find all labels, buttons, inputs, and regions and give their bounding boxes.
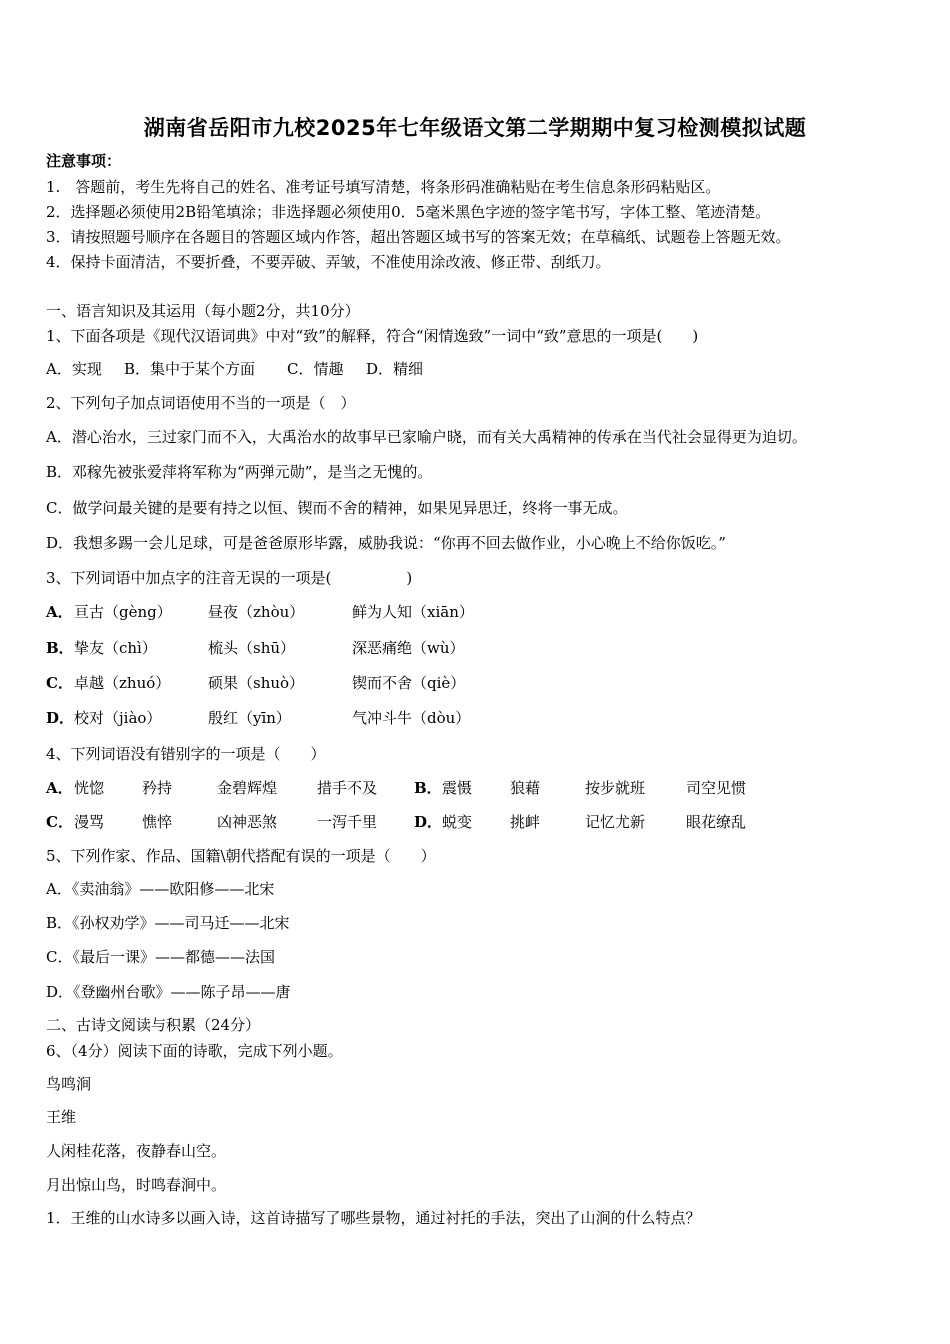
question-4-word: 措手不及 bbox=[317, 779, 378, 797]
question-6-stem: 6、（4分）阅读下面的诗歌，完成下列小题。 bbox=[46, 1042, 343, 1060]
question-4-word: 一泻千里 bbox=[317, 813, 378, 831]
question-3-word: 锲而不舍（qiè） bbox=[352, 674, 466, 692]
notice-item: 1. 答题前，考生先将自己的姓名、准考证号填写清楚，将条形码准确粘贴在考生信息条形码粘贴区。 bbox=[46, 178, 721, 196]
question-3-row-label: A． bbox=[46, 603, 73, 621]
question-2-stem: 2、下列句子加点词语使用不当的一项是（ ） bbox=[46, 394, 356, 412]
question-3-row-label: D． bbox=[46, 709, 75, 727]
question-4-word: 按步就班 bbox=[585, 779, 646, 797]
notice-item: 2．选择题必须使用2B铅笔填涂；非选择题必须使用0．5毫米黑色字迹的签字笔书写，字体工整、笔迹清楚。 bbox=[46, 203, 771, 221]
question-1-stem: 1、下面各项是《现代汉语词典》中对“致”的解释，符合“闲情逸致”一词中“致”意思的一项是( ) bbox=[46, 327, 699, 345]
poem-title: 鸟鸣涧 bbox=[46, 1075, 92, 1093]
question-4-word: 司空见惯 bbox=[686, 779, 747, 797]
question-3-word: 梳头（shū） bbox=[208, 639, 296, 657]
question-4-word: 恍惚 bbox=[74, 779, 105, 797]
question-3-word: 深恶痛绝（wù） bbox=[352, 639, 465, 657]
question-3-stem: 3、下列词语中加点字的注音无误的一项是( ) bbox=[46, 569, 413, 587]
question-5-stem: 5、下列作家、作品、国籍\朝代搭配有误的一项是（ ） bbox=[46, 847, 436, 865]
question-4-stem: 4、下列词语没有错别字的一项是（ ） bbox=[46, 745, 326, 763]
question-2-option-c: C．做学问最关键的是要有持之以恒、锲而不舍的精神，如果见异思迁，终将一事无成。 bbox=[46, 499, 628, 517]
question-3-word: 卓越（zhuó） bbox=[74, 674, 171, 692]
notice-item: 4．保持卡面清洁，不要折叠，不要弄破、弄皱，不准使用涂改液、修正带、刮纸刀。 bbox=[46, 253, 611, 271]
question-4-label: B． bbox=[414, 779, 442, 797]
question-5-option-d: D．《登幽州台歌》——陈子昂——唐 bbox=[46, 983, 291, 1001]
question-1-option-b: B．集中于某个方面 bbox=[124, 360, 256, 378]
question-1-option-c: C．情趣 bbox=[287, 360, 344, 378]
question-4-word: 狼藉 bbox=[510, 779, 541, 797]
question-4-word: 矜持 bbox=[142, 779, 173, 797]
question-4-word: 憔悴 bbox=[142, 813, 173, 831]
question-4-word: 记忆尤新 bbox=[585, 813, 646, 831]
section-heading: 一、语言知识及其运用（每小题2分，共10分） bbox=[46, 302, 360, 320]
question-3-word: 昼夜（zhòu） bbox=[208, 603, 305, 621]
question-4-label: C． bbox=[46, 813, 73, 831]
question-4-word: 震慑 bbox=[442, 779, 473, 797]
question-5-option-a: A．《卖油翁》——欧阳修——北宋 bbox=[46, 880, 275, 898]
question-2-option-a: A．潜心治水，三过家门而不入，大禹治水的故事早已家喻户晓，而有关大禹精神的传承在当代社会显得更为迫切。 bbox=[46, 428, 807, 446]
question-5-option-c: C．《最后一课》——都德——法国 bbox=[46, 948, 275, 966]
notice-item: 3．请按照题号顺序在各题目的答题区域内作答，超出答题区域书写的答案无效；在草稿纸、试题卷上答题无效。 bbox=[46, 228, 791, 246]
question-5-option-b: B．《孙权劝学》——司马迁——北宋 bbox=[46, 914, 290, 932]
question-3-word: 殷红（yīn） bbox=[208, 709, 291, 727]
question-3-row-label: C． bbox=[46, 674, 73, 692]
question-4-word: 眼花缭乱 bbox=[686, 813, 747, 831]
question-4-label: A． bbox=[46, 779, 73, 797]
poem-author: 王维 bbox=[46, 1108, 77, 1126]
question-6-sub-1: 1．王维的山水诗多以画入诗，这首诗描写了哪些景物，通过衬托的手法，突出了山涧的什么特点？ bbox=[46, 1209, 701, 1227]
question-4-word: 金碧辉煌 bbox=[217, 779, 278, 797]
question-4-label: D． bbox=[414, 813, 443, 831]
question-3-word: 硕果（shuò） bbox=[208, 674, 305, 692]
poem-line: 月出惊山鸟，时鸣春涧中。 bbox=[46, 1176, 227, 1194]
question-3-word: 气冲斗牛（dòu） bbox=[352, 709, 471, 727]
question-2-option-d: D．我想多踢一会儿足球，可是爸爸原形毕露，威胁我说：“你再不回去做作业，小心晚上不给你饭吃。” bbox=[46, 534, 726, 552]
question-3-word: 鲜为人知（xiān） bbox=[352, 603, 474, 621]
question-4-word: 凶神恶煞 bbox=[217, 813, 278, 831]
section-heading: 二、古诗文阅读与积累（24分） bbox=[46, 1016, 261, 1034]
poem-line: 人闲桂花落，夜静春山空。 bbox=[46, 1142, 227, 1160]
question-4-word: 漫骂 bbox=[74, 813, 105, 831]
question-4-word: 蜕变 bbox=[442, 813, 473, 831]
notice-heading: 注意事项： bbox=[46, 152, 122, 170]
question-3-word: 校对（jiào） bbox=[74, 709, 162, 727]
question-1-option-a: A．实现 bbox=[46, 360, 102, 378]
question-1-option-d: D．精细 bbox=[366, 360, 424, 378]
page-title: 湖南省岳阳市九校2025年七年级语文第二学期期中复习检测模拟试题 bbox=[143, 116, 807, 140]
question-3-word: 挚友（chì） bbox=[74, 639, 157, 657]
question-2-option-b: B．邓稼先被张爱萍将军称为“两弹元勋”，是当之无愧的。 bbox=[46, 463, 433, 481]
question-3-row-label: B． bbox=[46, 639, 74, 657]
question-3-word: 亘古（gèng） bbox=[74, 603, 172, 621]
question-4-word: 挑衅 bbox=[510, 813, 541, 831]
